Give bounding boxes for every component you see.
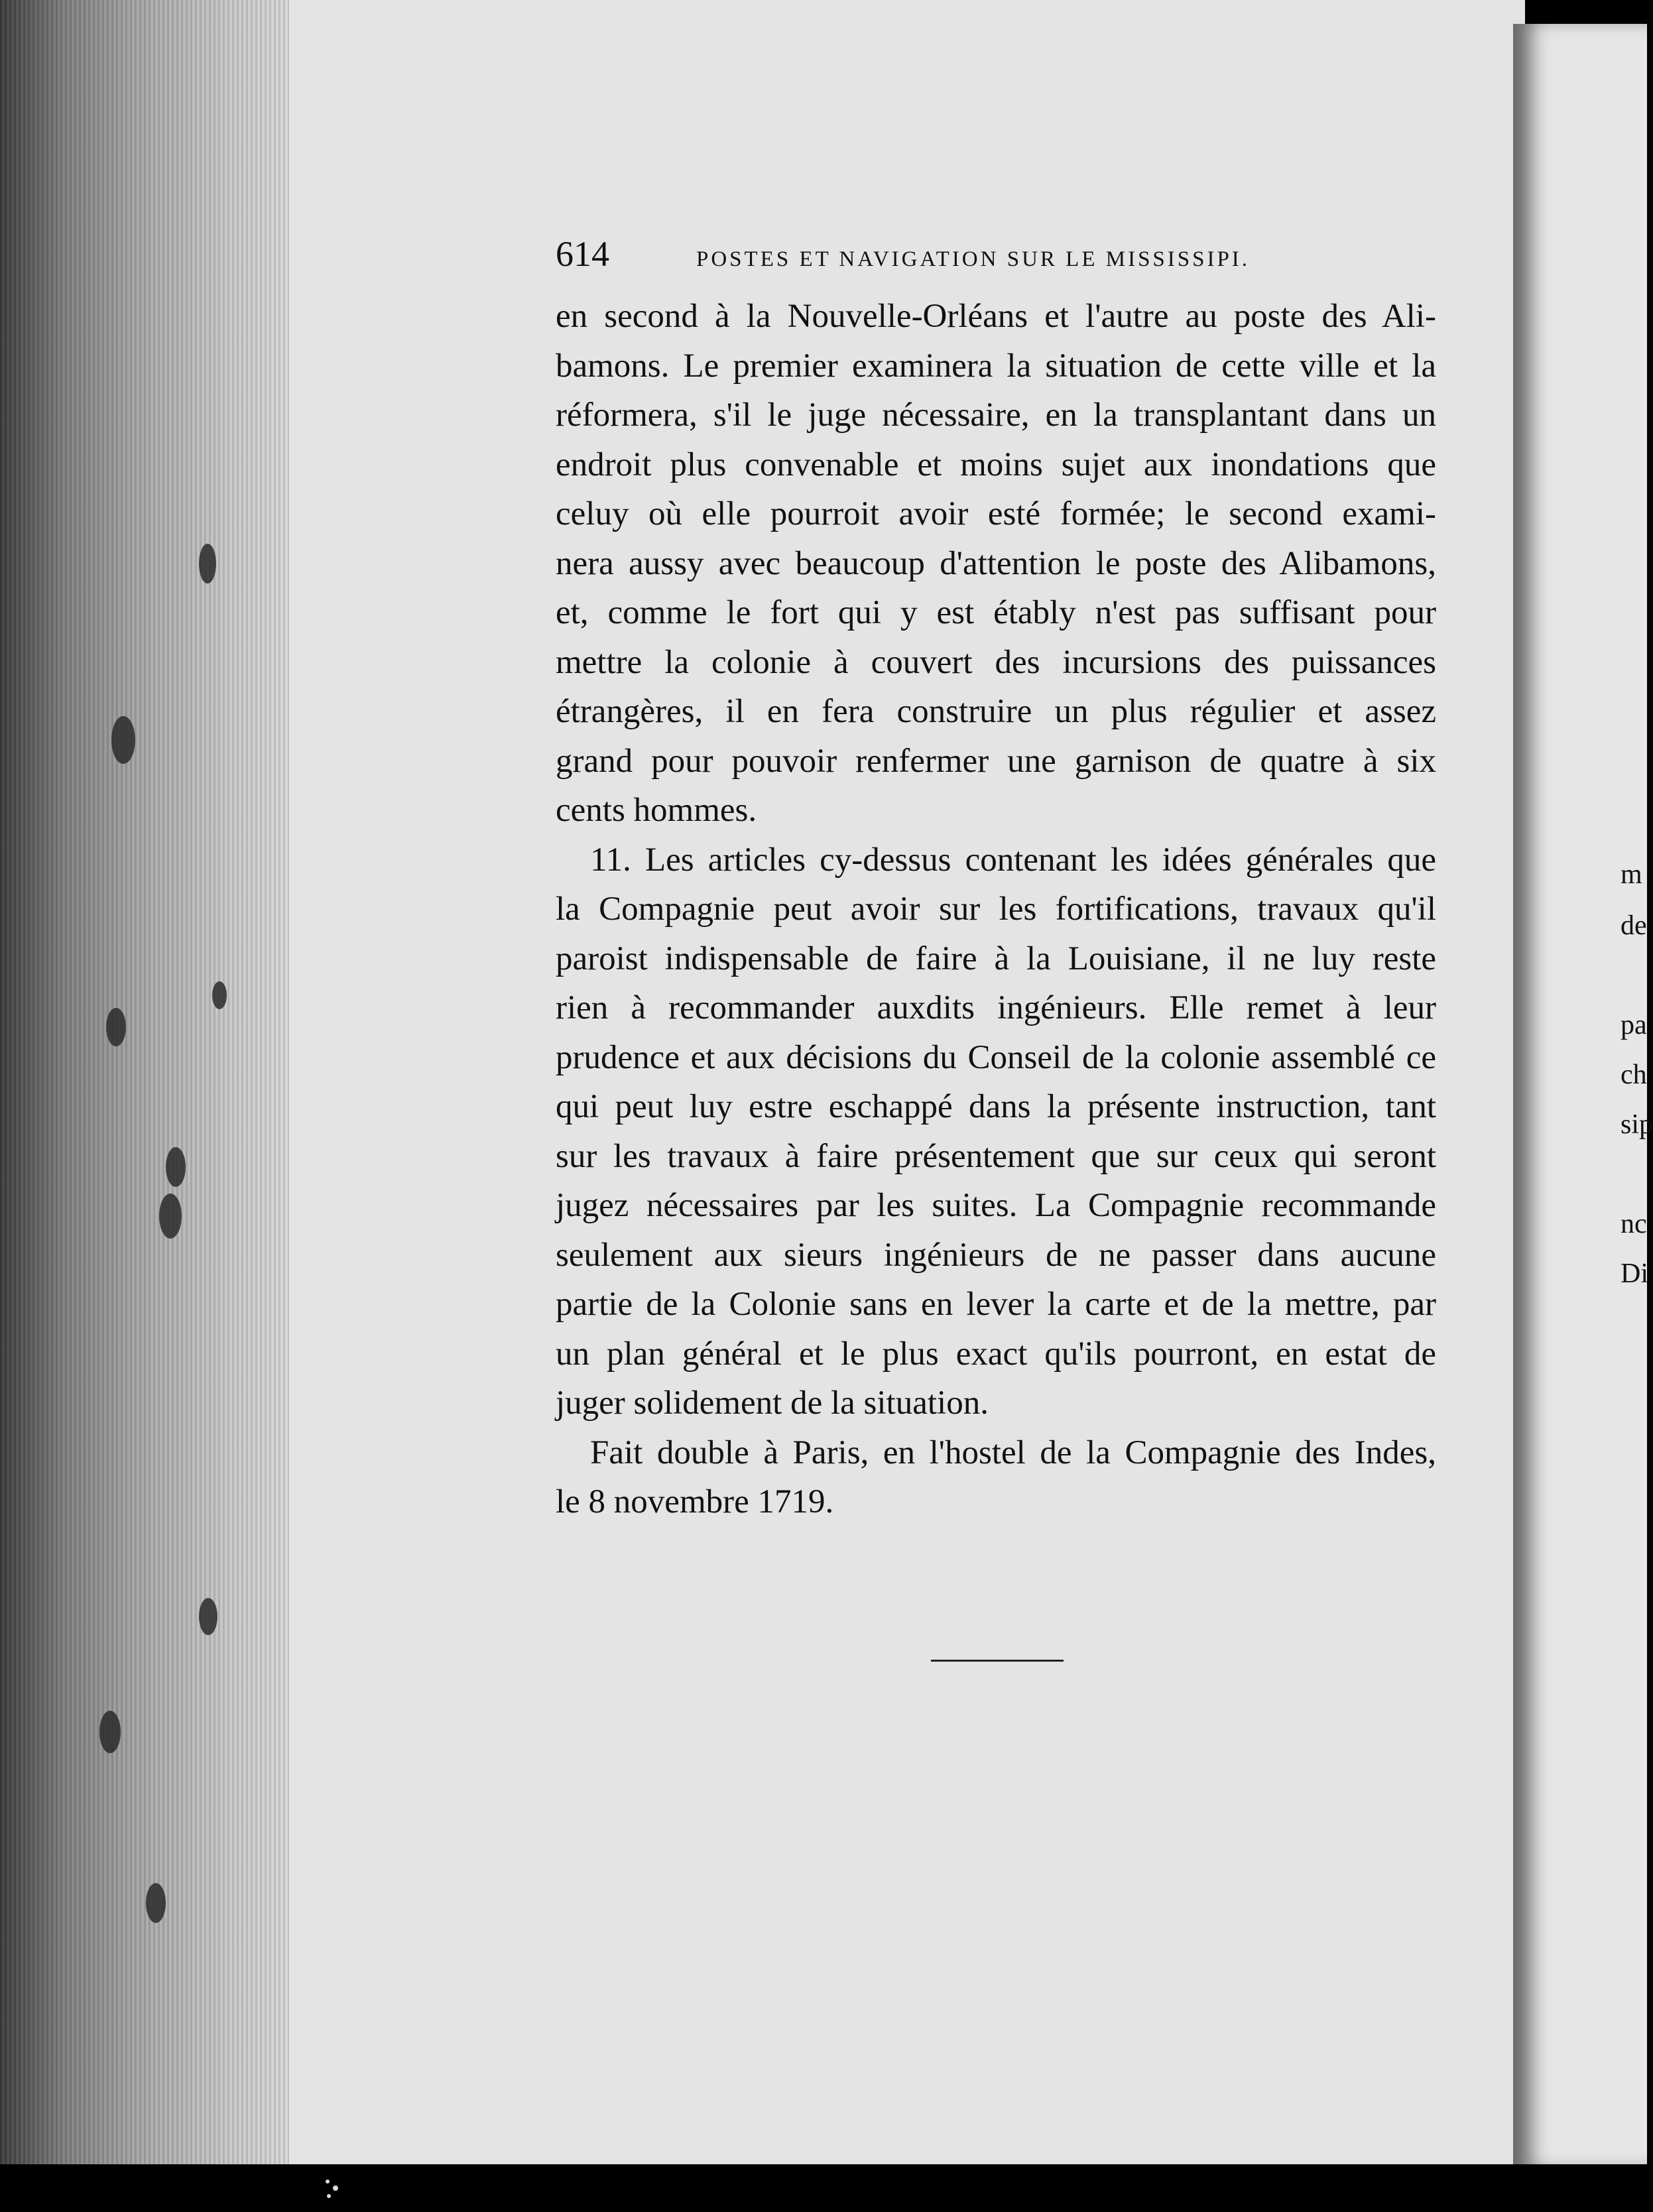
foxing-stain — [166, 1147, 186, 1187]
text-line: le 8 novembre 1719. — [556, 1483, 834, 1520]
end-rule — [931, 1660, 1064, 1662]
text-line: qui peut luy estre eschappé dans la présente instruction, tant — [556, 1088, 1436, 1125]
facing-page — [1513, 24, 1647, 2167]
scan-artifact-icon — [321, 2176, 345, 2203]
text-line: en second à la Nouvelle-Orléans et l'autre au poste des Ali- — [556, 298, 1436, 335]
text-line: réformera, s'il le juge nécessaire, en la transplantant dans un — [556, 397, 1436, 434]
facing-page-fragment: sip — [1621, 1109, 1653, 1140]
foxing-stain — [159, 1194, 182, 1239]
facing-page-fragment: nc — [1621, 1209, 1647, 1239]
text-line: 11. Les articles cy-dessus contenant les idées générales que — [590, 841, 1436, 879]
text-line: celuy où elle pourroit avoir esté formée; le second exami- — [556, 495, 1436, 532]
facing-page-fragment: ch — [1621, 1060, 1647, 1090]
text-line: prudence et aux décisions du Conseil de la colonie assemblé ce — [556, 1038, 1436, 1076]
page-header — [556, 233, 1333, 273]
text-line: sur les travaux à faire présentement que sur ceux qui seront — [556, 1137, 1436, 1175]
text-line: jugez nécessaires par les suites. La Compagnie recommande — [556, 1187, 1436, 1224]
book-page-edges — [0, 0, 292, 2164]
foxing-stain — [106, 1008, 126, 1046]
text-line: partie de la Colonie sans en lever la carte et de la mettre, par — [556, 1286, 1436, 1323]
foxing-stain — [146, 1883, 166, 1923]
foxing-stain — [99, 1711, 121, 1753]
text-line: un plan général et le plus exact qu'ils pourront, en estat de — [556, 1335, 1436, 1373]
text-line: Fait double à Paris, en l'hostel de la Compagnie des Indes, — [590, 1434, 1436, 1471]
facing-page-fragment: de — [1621, 910, 1647, 941]
foxing-stain — [199, 1598, 217, 1635]
text-line: grand pour pouvoir renfermer une garnison de quatre à six — [556, 742, 1436, 780]
text-line: étrangères, il en fera construire un plus régulier et assez — [556, 693, 1436, 730]
text-line: rien à recommander auxdits ingénieurs. Elle remet à leur — [556, 989, 1436, 1026]
text-line: nera aussy avec beaucoup d'attention le poste des Alibamons, — [556, 544, 1436, 582]
text-line: endroit plus convenable et moins sujet aux inondations que — [556, 446, 1436, 483]
facing-page-fragment: pa — [1621, 1010, 1647, 1040]
text-line: et, comme le fort qui y est étably n'est pas suffisant pour — [556, 594, 1436, 631]
page-number: 614 — [556, 234, 609, 274]
facing-page-fragment: Di — [1621, 1259, 1648, 1289]
text-line: paroist indispensable de faire à la Louisiane, il ne luy reste — [556, 940, 1436, 977]
facing-page-fragment: m — [1621, 859, 1642, 890]
text-line: la Compagnie peut avoir sur les fortifications, travaux qu'il — [556, 891, 1436, 928]
text-line: bamons. Le premier examinera la situation de cette ville et la — [556, 347, 1436, 385]
running-title: POSTES ET NAVIGATION SUR LE MISSISSIPI. — [696, 247, 1251, 271]
scan-border — [0, 2164, 1647, 2212]
foxing-stain — [212, 981, 227, 1009]
foxing-stain — [199, 544, 216, 584]
text-line: juger solidement de la situation. — [556, 1384, 989, 1422]
text-line: cents hommes. — [556, 792, 757, 829]
text-line: mettre la colonie à couvert des incursions des puissances — [556, 643, 1436, 681]
text-line: seulement aux sieurs ingénieurs de ne passer dans aucune — [556, 1236, 1436, 1274]
body-text — [556, 292, 1436, 1527]
foxing-stain — [111, 716, 135, 764]
